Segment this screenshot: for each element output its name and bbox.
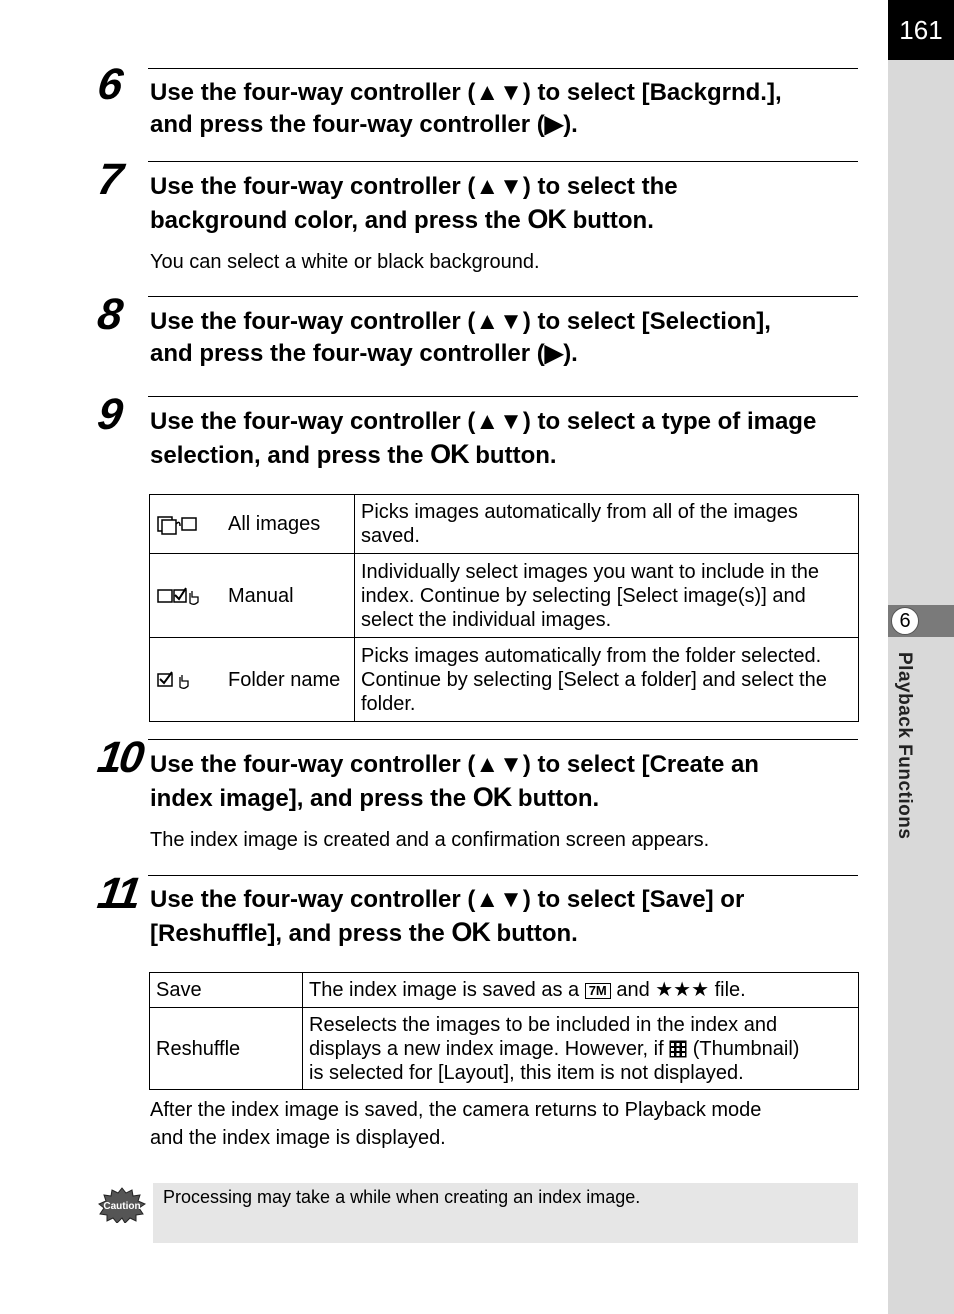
step-number: 9 [94, 390, 123, 439]
step-title [150, 306, 860, 370]
ok-button-icon: OK [527, 204, 566, 234]
description-cell [303, 973, 859, 1008]
step-line: and press the four-way controller (▶). [150, 340, 578, 367]
step-line: Use the four-way controller (▲▼) to select [Selection], [150, 308, 771, 335]
description-line: select the individual images. [361, 608, 612, 631]
step-text: background color, and press the [150, 207, 528, 234]
step-title [150, 749, 860, 815]
step-line: Use the four-way controller (▲▼) to select the [150, 173, 678, 200]
all-images-icon [156, 514, 200, 536]
step-title [150, 171, 860, 237]
step-number: 8 [94, 290, 123, 339]
label-cell: Save [150, 973, 303, 1008]
ok-button-icon: OK [430, 439, 469, 469]
step-line: Use the four-way controller (▲▼) to select [Backgrnd.], [150, 79, 782, 106]
step-divider [148, 161, 858, 162]
paragraph-line: After the index image is saved, the camera returns to Playback mode [150, 1099, 762, 1121]
page-number: 161 [888, 0, 954, 60]
label-cell: Manual [222, 554, 355, 638]
size-7m-icon: 7M [585, 983, 611, 999]
step-number: 11 [94, 869, 142, 918]
description-line: Picks images automatically from the folder selected. [361, 644, 822, 667]
step-text: index image], and press the [150, 785, 473, 812]
paragraph-line: and the index image is displayed. [150, 1127, 446, 1149]
folder-select-icon [156, 669, 200, 691]
description-line [309, 1037, 852, 1061]
step-text: button. [511, 785, 600, 812]
description-text: displays a new index image. However, if [309, 1037, 670, 1060]
description-line: is selected for [Layout], this item is not displayed. [309, 1061, 744, 1084]
selection-table [149, 494, 859, 722]
description-cell [355, 638, 859, 722]
table-row [150, 973, 859, 1008]
step-line: Use the four-way controller (▲▼) to select [Save] or [150, 886, 745, 913]
label-cell: Folder name [222, 638, 355, 722]
description-line: Continue by selecting [Select a folder] and select the [361, 668, 827, 691]
ok-button-icon: OK [451, 917, 490, 947]
description-line: Reselects the images to be included in the index and [309, 1013, 778, 1036]
chapter-title: Playback Functions [894, 652, 915, 840]
table-row [150, 554, 859, 638]
step-divider [148, 396, 858, 397]
description-text: and [610, 979, 656, 1001]
step-line: Use the four-way controller (▲▼) to select a type of image [150, 408, 817, 435]
quality-stars-icon: ★★★ [655, 979, 710, 1001]
step-text: button. [489, 920, 578, 947]
step-line [150, 916, 860, 950]
description-line: folder. [361, 692, 416, 715]
description-cell [355, 495, 859, 554]
step-text: [Reshuffle], and press the [150, 920, 452, 947]
after-save-text [150, 1096, 761, 1152]
description-text: file. [709, 979, 746, 1001]
step-title [150, 884, 860, 950]
step-divider [148, 68, 858, 69]
step-line: Use the four-way controller (▲▼) to select [Create an [150, 751, 759, 778]
caution-icon-label: Caution [103, 1201, 141, 1212]
description-line: index. Continue by selecting [Select image(s)] and [361, 584, 806, 607]
description-text: The index image is saved as a [309, 979, 585, 1001]
caution-box [153, 1183, 858, 1243]
step-line [150, 203, 860, 237]
step-line: and press the four-way controller (▶). [150, 111, 578, 138]
save-table [149, 972, 859, 1090]
step-divider [148, 739, 858, 740]
chapter-number: 6 [891, 607, 919, 635]
step-number: 7 [94, 155, 123, 204]
table-row [150, 495, 859, 554]
step-number: 10 [94, 733, 145, 782]
table-row [150, 1008, 859, 1090]
step-number: 6 [94, 60, 123, 109]
step-divider [148, 875, 858, 876]
label-cell: Reshuffle [150, 1008, 303, 1090]
step-line [150, 438, 860, 472]
description-cell [303, 1008, 859, 1090]
description-cell [355, 554, 859, 638]
step-line [150, 781, 860, 815]
step-note: The index image is created and a confirmation screen appears. [150, 829, 710, 851]
step-title [150, 77, 860, 141]
step-divider [148, 296, 858, 297]
description-line: Picks images automatically from all of the images [361, 501, 798, 523]
step-note: You can select a white or black background. [150, 251, 540, 273]
manual-select-icon [156, 585, 200, 607]
step-text: button. [468, 442, 557, 469]
ok-button-icon: OK [472, 782, 512, 812]
caution-text: Processing may take a while when creating an index image. [163, 1187, 641, 1207]
table-row [150, 638, 859, 722]
icon-cell [150, 638, 223, 722]
thumbnail-grid-icon [669, 1040, 687, 1058]
step-text: selection, and press the [150, 442, 431, 469]
description-line: saved. [361, 525, 420, 547]
caution-icon [98, 1187, 146, 1223]
label-cell: All images [222, 495, 355, 554]
description-line: Individually select images you want to include in the [361, 560, 820, 583]
step-text: button. [565, 207, 654, 234]
icon-cell [150, 495, 223, 554]
icon-cell [150, 554, 223, 638]
step-title [150, 406, 860, 472]
description-text: (Thumbnail) [687, 1037, 800, 1060]
